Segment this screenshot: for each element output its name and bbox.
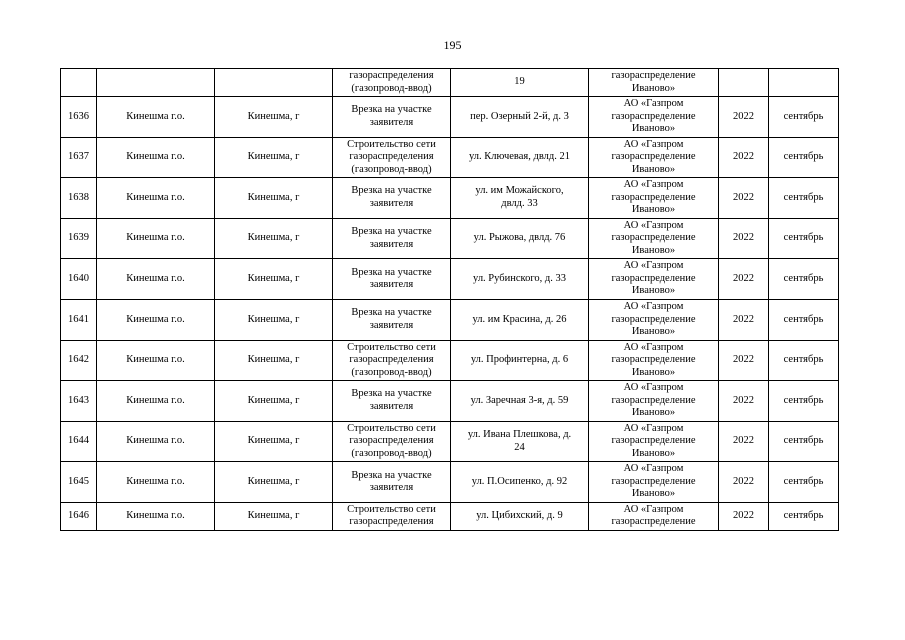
- cell-line: газораспределение: [611, 232, 696, 244]
- table-row: [61, 259, 839, 300]
- cell-settlement: Кинешма, г: [215, 259, 333, 300]
- cell-work-type: [333, 462, 451, 503]
- cell-line: газораспределение: [611, 516, 696, 528]
- cell-line: АО «Газпром: [623, 382, 684, 394]
- cell-municipality: Кинешма г.о.: [97, 259, 215, 300]
- cell-organization: [589, 97, 719, 138]
- cell-line: Строительство сети: [347, 422, 436, 434]
- cell-address: [451, 340, 589, 381]
- cell-municipality: Кинешма г.о.: [97, 218, 215, 259]
- cell-address: [451, 462, 589, 503]
- cell-address: [451, 97, 589, 138]
- cell-year: 2022: [719, 421, 769, 462]
- cell-municipality: Кинешма г.о.: [97, 137, 215, 178]
- cell-line: заявителя: [369, 279, 414, 291]
- cell-line: газораспределение: [611, 70, 696, 81]
- cell-month: сентябрь: [769, 502, 839, 530]
- cell-municipality: Кинешма г.о.: [97, 178, 215, 219]
- cell-year: 2022: [719, 97, 769, 138]
- table-row: [61, 462, 839, 503]
- cell-line: АО «Газпром: [623, 503, 684, 515]
- cell-line: заявителя: [369, 482, 414, 494]
- cell-row-number: 1646: [61, 502, 97, 530]
- cell-year: [719, 69, 769, 97]
- cell-year: 2022: [719, 259, 769, 300]
- cell-line: АО «Газпром: [623, 179, 684, 191]
- cell-line: Иваново»: [631, 82, 676, 94]
- cell-line: газораспределение: [611, 110, 696, 122]
- cell-settlement: [215, 69, 333, 97]
- cell-line: ул. им Красина, д. 26: [472, 313, 567, 325]
- cell-month: сентябрь: [769, 299, 839, 340]
- cell-address: [451, 259, 589, 300]
- cell-organization: [589, 69, 719, 97]
- cell-line: Врезка на участке: [351, 185, 432, 197]
- cell-year: 2022: [719, 178, 769, 219]
- cell-line: Врезка на участке: [351, 307, 432, 319]
- cell-line: Врезка на участке: [351, 266, 432, 278]
- cell-work-type: [333, 178, 451, 219]
- cell-row-number: 1637: [61, 137, 97, 178]
- table-row: [61, 340, 839, 381]
- cell-municipality: Кинешма г.о.: [97, 381, 215, 422]
- cell-settlement: Кинешма, г: [215, 218, 333, 259]
- cell-line: (газопровод-ввод): [351, 366, 432, 378]
- cell-line: ул. П.Осипенко, д. 92: [471, 475, 568, 487]
- cell-row-number: 1643: [61, 381, 97, 422]
- table-row: [61, 299, 839, 340]
- cell-settlement: Кинешма, г: [215, 421, 333, 462]
- cell-year: 2022: [719, 218, 769, 259]
- cell-year: 2022: [719, 502, 769, 530]
- gas-connection-table: [60, 68, 839, 531]
- cell-line: газораспределение: [611, 313, 696, 325]
- table-row: [61, 97, 839, 138]
- table-row: [61, 381, 839, 422]
- cell-month: сентябрь: [769, 218, 839, 259]
- cell-line: газораспределение: [611, 394, 696, 406]
- cell-organization: [589, 462, 719, 503]
- cell-line: ул. Профинтерна, д. 6: [470, 354, 569, 366]
- cell-line: Строительство сети: [347, 138, 436, 150]
- cell-line: газораспределения: [349, 151, 434, 163]
- cell-organization: [589, 259, 719, 300]
- cell-line: газораспределение: [611, 272, 696, 284]
- cell-work-type: [333, 381, 451, 422]
- cell-line: Строительство сети: [347, 341, 436, 353]
- cell-line: Иваново»: [631, 488, 676, 500]
- cell-month: сентябрь: [769, 421, 839, 462]
- cell-row-number: 1640: [61, 259, 97, 300]
- cell-line: заявителя: [369, 197, 414, 209]
- cell-municipality: Кинешма г.о.: [97, 421, 215, 462]
- cell-row-number: [61, 69, 97, 97]
- cell-settlement: Кинешма, г: [215, 137, 333, 178]
- cell-address: [451, 299, 589, 340]
- cell-month: сентябрь: [769, 97, 839, 138]
- cell-row-number: 1639: [61, 218, 97, 259]
- cell-line: ул. Ивана Плешкова, д.: [467, 429, 572, 441]
- cell-year: 2022: [719, 340, 769, 381]
- cell-organization: [589, 137, 719, 178]
- cell-line: Врезка на участке: [351, 104, 432, 116]
- cell-line: 19: [514, 76, 525, 88]
- cell-line: (газопровод-ввод): [351, 82, 432, 94]
- table-body: [61, 69, 839, 531]
- cell-year: 2022: [719, 462, 769, 503]
- cell-municipality: [97, 69, 215, 97]
- cell-line: ул. Ключевая, двлд. 21: [469, 151, 570, 163]
- cell-work-type: [333, 97, 451, 138]
- cell-line: АО «Газпром: [623, 98, 684, 110]
- cell-line: Иваново»: [631, 163, 676, 175]
- table-row: [61, 178, 839, 219]
- cell-line: 24: [514, 441, 525, 453]
- cell-organization: [589, 421, 719, 462]
- cell-organization: [589, 502, 719, 530]
- cell-settlement: Кинешма, г: [215, 340, 333, 381]
- cell-work-type: [333, 137, 451, 178]
- cell-row-number: 1638: [61, 178, 97, 219]
- cell-month: сентябрь: [769, 259, 839, 300]
- cell-row-number: 1645: [61, 462, 97, 503]
- cell-line: газораспределение: [611, 354, 696, 366]
- cell-line: заявителя: [369, 319, 414, 331]
- cell-settlement: Кинешма, г: [215, 502, 333, 530]
- cell-work-type: [333, 218, 451, 259]
- cell-month: сентябрь: [769, 462, 839, 503]
- cell-line: заявителя: [369, 238, 414, 250]
- cell-line: АО «Газпром: [623, 138, 684, 150]
- cell-year: 2022: [719, 137, 769, 178]
- cell-line: газораспределения: [349, 70, 434, 81]
- cell-line: (газопровод-ввод): [351, 447, 432, 459]
- cell-organization: [589, 381, 719, 422]
- cell-line: Иваново»: [631, 407, 676, 419]
- cell-line: газораспределения: [349, 516, 434, 528]
- cell-line: ул. Заречная 3-я, д. 59: [470, 394, 569, 406]
- cell-work-type: [333, 421, 451, 462]
- cell-line: АО «Газпром: [623, 301, 684, 313]
- cell-month: сентябрь: [769, 137, 839, 178]
- cell-month: сентябрь: [769, 178, 839, 219]
- cell-line: газораспределение: [611, 475, 696, 487]
- cell-work-type: [333, 299, 451, 340]
- cell-address: [451, 178, 589, 219]
- cell-row-number: 1644: [61, 421, 97, 462]
- cell-settlement: Кинешма, г: [215, 97, 333, 138]
- cell-line: двлд. 33: [501, 197, 538, 209]
- cell-line: заявителя: [369, 400, 414, 412]
- cell-address: [451, 69, 589, 97]
- cell-row-number: 1641: [61, 299, 97, 340]
- cell-address: [451, 218, 589, 259]
- cell-organization: [589, 178, 719, 219]
- cell-address: [451, 137, 589, 178]
- cell-work-type: [333, 340, 451, 381]
- cell-line: газораспределение: [611, 151, 696, 163]
- table-row: [61, 69, 839, 97]
- table-row: [61, 421, 839, 462]
- cell-line: газораспределения: [349, 354, 434, 366]
- cell-year: 2022: [719, 299, 769, 340]
- cell-month: [769, 69, 839, 97]
- cell-line: Иваново»: [631, 326, 676, 338]
- cell-line: АО «Газпром: [623, 341, 684, 353]
- cell-line: АО «Газпром: [623, 422, 684, 434]
- cell-row-number: 1642: [61, 340, 97, 381]
- cell-line: Иваново»: [631, 123, 676, 135]
- cell-municipality: Кинешма г.о.: [97, 299, 215, 340]
- page-number: 195: [443, 38, 462, 52]
- cell-municipality: Кинешма г.о.: [97, 502, 215, 530]
- cell-month: сентябрь: [769, 381, 839, 422]
- cell-organization: [589, 340, 719, 381]
- cell-line: АО «Газпром: [623, 463, 684, 475]
- cell-organization: [589, 299, 719, 340]
- cell-line: Иваново»: [631, 285, 676, 297]
- table-row: [61, 218, 839, 259]
- cell-line: Иваново»: [631, 366, 676, 378]
- cell-line: заявителя: [369, 116, 414, 128]
- cell-line: Иваново»: [631, 244, 676, 256]
- cell-municipality: Кинешма г.о.: [97, 340, 215, 381]
- cell-work-type: [333, 502, 451, 530]
- cell-line: газораспределения: [349, 435, 434, 447]
- cell-line: Иваново»: [631, 204, 676, 216]
- cell-settlement: Кинешма, г: [215, 178, 333, 219]
- cell-settlement: Кинешма, г: [215, 381, 333, 422]
- cell-line: (газопровод-ввод): [351, 163, 432, 175]
- cell-line: ул. им Можайского,: [475, 185, 564, 197]
- cell-work-type: [333, 259, 451, 300]
- cell-address: [451, 381, 589, 422]
- cell-line: ул. Рубинского, д. 33: [473, 272, 566, 284]
- cell-line: ул. Цибихский, д. 9: [476, 510, 563, 522]
- cell-settlement: Кинешма, г: [215, 299, 333, 340]
- cell-line: Врезка на участке: [351, 226, 432, 238]
- cell-line: АО «Газпром: [623, 260, 684, 272]
- cell-line: ул. Рыжова, двлд. 76: [473, 232, 566, 244]
- cell-address: [451, 502, 589, 530]
- cell-row-number: 1636: [61, 97, 97, 138]
- cell-line: Строительство сети: [347, 503, 436, 515]
- table-row: [61, 502, 839, 530]
- table-row: [61, 137, 839, 178]
- cell-month: сентябрь: [769, 340, 839, 381]
- cell-municipality: Кинешма г.о.: [97, 462, 215, 503]
- cell-line: Иваново»: [631, 447, 676, 459]
- cell-line: пер. Озерный 2-й, д. 3: [470, 110, 569, 122]
- cell-work-type: [333, 69, 451, 97]
- cell-line: АО «Газпром: [623, 219, 684, 231]
- cell-settlement: Кинешма, г: [215, 462, 333, 503]
- cell-year: 2022: [719, 381, 769, 422]
- cell-municipality: Кинешма г.о.: [97, 97, 215, 138]
- cell-line: газораспределение: [611, 191, 696, 203]
- cell-address: [451, 421, 589, 462]
- cell-line: Врезка на участке: [351, 469, 432, 481]
- cell-line: газораспределение: [611, 435, 696, 447]
- cell-line: Врезка на участке: [351, 388, 432, 400]
- cell-organization: [589, 218, 719, 259]
